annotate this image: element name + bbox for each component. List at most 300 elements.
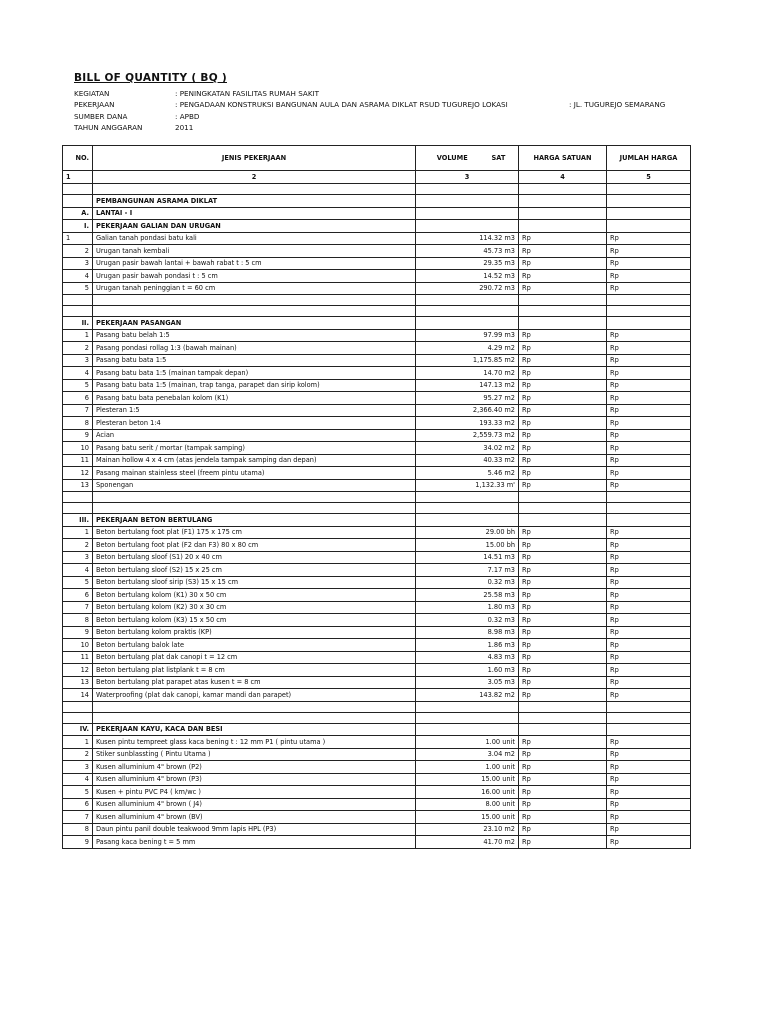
item-unit-price: Rp [519,639,607,652]
empty-cell [63,184,93,195]
empty-cell [416,184,519,195]
empty-cell [519,712,607,723]
item-unit-price: Rp [519,342,607,355]
item-unit-price: Rp [519,576,607,589]
table-row [63,689,691,702]
header-harga: HARGA SATUAN [519,146,607,171]
colnum-4: 4 [519,171,607,184]
item-unit-price: Rp [519,367,607,380]
colnum-2: 2 [93,171,416,184]
floor-row-no: A. [63,207,93,220]
item-description: Beton bertulang plat parapet atas kusen t = 8 cm [93,676,416,689]
item-no: 10 [63,639,93,652]
item-total-price: Rp [607,786,691,799]
section-row [63,514,691,527]
item-total-price: Rp [607,354,691,367]
item-total-price: Rp [607,823,691,836]
table-row [63,564,691,577]
spacer-row [63,306,691,317]
empty-cell [63,701,93,712]
item-unit-price: Rp [519,811,607,824]
item-volume: 1.00 unit [416,736,519,749]
empty-cell [519,503,607,514]
item-total-price: Rp [607,526,691,539]
meta-value: : APBD [175,111,200,121]
item-unit-price: Rp [519,773,607,786]
section-row-title: PEKERJAAN BETON BERTULANG [93,514,416,527]
item-description: Beton bertulang foot plat (F2 dan F3) 80 x 80 cm [93,539,416,552]
item-volume: 4.83 m3 [416,651,519,664]
item-no: 9 [63,836,93,849]
item-unit-price: Rp [519,601,607,614]
item-total-price: Rp [607,664,691,677]
table-row [63,626,691,639]
empty-cell [519,514,607,527]
item-total-price: Rp [607,676,691,689]
section-row-no: II. [63,317,93,330]
empty-cell [416,207,519,220]
item-description: Pasang mainan stainless steel (freem pintu utama) [93,467,416,480]
item-total-price: Rp [607,601,691,614]
empty-cell [93,492,416,503]
item-volume: 29.00 bh [416,526,519,539]
item-unit-price: Rp [519,664,607,677]
item-no: 6 [63,798,93,811]
item-unit-price: Rp [519,651,607,664]
item-total-price: Rp [607,761,691,774]
item-total-price: Rp [607,392,691,405]
item-description: Beton bertulang kolom (K1) 30 x 50 cm [93,589,416,602]
item-total-price: Rp [607,589,691,602]
item-volume: 0.32 m3 [416,614,519,627]
table-row [63,639,691,652]
item-volume: 1.60 m3 [416,664,519,677]
item-no: 5 [63,576,93,589]
empty-cell [519,295,607,306]
table-row [63,429,691,442]
table-row [63,329,691,342]
spacer-row [63,503,691,514]
item-total-price: Rp [607,454,691,467]
item-volume: 3.05 m3 [416,676,519,689]
item-volume: 14.51 m3 [416,551,519,564]
table-row [63,454,691,467]
table-row [63,417,691,430]
empty-cell [519,220,607,233]
empty-cell [416,195,519,208]
item-volume: 147.13 m2 [416,379,519,392]
item-total-price: Rp [607,404,691,417]
header-no: NO. [63,146,93,171]
header-volume: VOLUME [416,146,489,171]
empty-cell [607,701,691,712]
item-unit-price: Rp [519,551,607,564]
item-volume: 34.02 m2 [416,442,519,455]
empty-cell [607,723,691,736]
empty-cell [416,701,519,712]
section-row-no: IV. [63,723,93,736]
item-no: 4 [63,270,93,283]
item-total-price: Rp [607,651,691,664]
meta-location: : JL. TUGUREJO SEMARANG [569,100,666,110]
item-no: 2 [63,245,93,258]
item-no: 4 [63,367,93,380]
item-volume: 15.00 unit [416,811,519,824]
table-row [63,664,691,677]
empty-cell [607,514,691,527]
item-unit-price: Rp [519,282,607,295]
spacer-row [63,701,691,712]
section-row [63,723,691,736]
item-no: 5 [63,282,93,295]
empty-cell [63,712,93,723]
item-unit-price: Rp [519,614,607,627]
item-description: Pasang batu bata 1:5 (mainan tampak depan) [93,367,416,380]
table-row [63,245,691,258]
item-unit-price: Rp [519,404,607,417]
item-no: 2 [63,539,93,552]
item-volume: 114.32 m3 [416,232,519,245]
item-unit-price: Rp [519,761,607,774]
item-total-price: Rp [607,429,691,442]
table-row [63,786,691,799]
empty-cell [519,317,607,330]
item-description: Waterproofing (plat dak canopi, kamar mandi dan parapet) [93,689,416,702]
meta-label: TAHUN ANGGARAN [74,122,143,132]
colnum-3: 3 [416,171,519,184]
item-unit-price: Rp [519,417,607,430]
item-unit-price: Rp [519,526,607,539]
item-no: 7 [63,811,93,824]
item-description: Beton bertulang sloof sirip (S3) 15 x 15 cm [93,576,416,589]
item-total-price: Rp [607,479,691,492]
item-unit-price: Rp [519,354,607,367]
item-unit-price: Rp [519,329,607,342]
item-volume: 40.33 m2 [416,454,519,467]
item-no: 7 [63,601,93,614]
item-description: Beton bertulang sloof (S1) 20 x 40 cm [93,551,416,564]
table-row [63,614,691,627]
item-total-price: Rp [607,467,691,480]
table-row [63,282,691,295]
meta-label: SUMBER DANA [74,111,128,121]
empty-cell [519,306,607,317]
item-total-price: Rp [607,329,691,342]
item-volume: 4.29 m2 [416,342,519,355]
empty-cell [63,492,93,503]
table-row [63,551,691,564]
header-row [63,146,691,171]
spacer-row [63,712,691,723]
section-row [63,317,691,330]
empty-cell [93,295,416,306]
item-volume: 14.52 m3 [416,270,519,283]
item-description: Beton bertulang kolom (K2) 30 x 30 cm [93,601,416,614]
item-unit-price: Rp [519,257,607,270]
item-volume: 95.27 m2 [416,392,519,405]
empty-cell [416,295,519,306]
item-no: 8 [63,614,93,627]
item-description: Kusen alluminium 4" brown ( J4) [93,798,416,811]
header-sat: SAT [489,146,519,171]
item-unit-price: Rp [519,748,607,761]
item-no: 5 [63,379,93,392]
item-volume: 193.33 m2 [416,417,519,430]
empty-cell [519,207,607,220]
table-row [63,232,691,245]
table-row [63,651,691,664]
project-row [63,195,691,208]
meta-value: : PENGADAAN KONSTRUKSI BANGUNAN AULA DAN ASRAMA DIKLAT RSUD TUGUREJO LOKASI [175,100,508,110]
item-total-price: Rp [607,282,691,295]
item-no: 11 [63,651,93,664]
item-total-price: Rp [607,245,691,258]
item-volume: 1,175.85 m2 [416,354,519,367]
item-no: 5 [63,786,93,799]
item-total-price: Rp [607,748,691,761]
item-description: Pasang batu bata 1:5 (mainan, trap tanga, parapet dan sirip kolom) [93,379,416,392]
table-row [63,342,691,355]
item-description: Beton bertulang plat dak canopi t = 12 cm [93,651,416,664]
project-row-title: PEMBANGUNAN ASRAMA DIKLAT [93,195,416,208]
item-no: 11 [63,454,93,467]
item-volume: 1.86 m3 [416,639,519,652]
empty-cell [519,701,607,712]
spacer-row [63,295,691,306]
item-volume: 8.98 m3 [416,626,519,639]
table-row [63,379,691,392]
floor-row [63,207,691,220]
table-row [63,467,691,480]
item-no: 3 [63,551,93,564]
item-total-price: Rp [607,257,691,270]
empty-cell [416,220,519,233]
empty-cell [607,492,691,503]
item-no: 4 [63,564,93,577]
empty-cell [93,503,416,514]
table-row [63,442,691,455]
item-no: 3 [63,257,93,270]
empty-cell [607,184,691,195]
item-description: Kusen alluminium 4" brown (BV) [93,811,416,824]
item-volume: 1,132.33 m' [416,479,519,492]
empty-cell [63,503,93,514]
item-unit-price: Rp [519,836,607,849]
item-total-price: Rp [607,417,691,430]
item-unit-price: Rp [519,392,607,405]
item-unit-price: Rp [519,429,607,442]
item-volume: 16.00 unit [416,786,519,799]
item-description: Urugan pasir bawah pondasi t : 5 cm [93,270,416,283]
item-description: Beton bertulang balok late [93,639,416,652]
item-description: Beton bertulang kolom (K3) 15 x 50 cm [93,614,416,627]
item-total-price: Rp [607,689,691,702]
table-row [63,270,691,283]
item-volume: 97.99 m3 [416,329,519,342]
meta-value: : PENINGKATAN FASILITAS RUMAH SAKIT [175,89,320,98]
item-unit-price: Rp [519,823,607,836]
item-total-price: Rp [607,367,691,380]
item-unit-price: Rp [519,589,607,602]
item-unit-price: Rp [519,442,607,455]
item-unit-price: Rp [519,736,607,749]
colnum-5: 5 [607,171,691,184]
item-no: 6 [63,392,93,405]
table-row [63,736,691,749]
item-volume: 15.00 unit [416,773,519,786]
item-total-price: Rp [607,379,691,392]
empty-cell [607,207,691,220]
item-description: Acian [93,429,416,442]
item-unit-price: Rp [519,798,607,811]
item-unit-price: Rp [519,245,607,258]
table-row [63,748,691,761]
item-total-price: Rp [607,736,691,749]
item-description: Urugan tanah peninggian t = 60 cm [93,282,416,295]
item-description: Plesteran 1:5 [93,404,416,417]
column-number-row [63,171,691,184]
item-description: Daun pintu panil double teakwood 9mm lapis HPL (P3) [93,823,416,836]
table-row [63,404,691,417]
item-total-price: Rp [607,551,691,564]
item-description: Pasang batu bata 1:5 [93,354,416,367]
item-no: 10 [63,442,93,455]
item-description: Sponengan [93,479,416,492]
item-description: Pasang kaca bening t = 5 mm [93,836,416,849]
item-no: 12 [63,664,93,677]
table-row [63,773,691,786]
item-volume: 5.46 m2 [416,467,519,480]
item-no: 3 [63,354,93,367]
boq-table [62,145,691,849]
item-no: 1 [63,329,93,342]
section-row-title: PEKERJAAN KAYU, KACA DAN BESI [93,723,416,736]
item-description: Beton bertulang kolom praktis (KP) [93,626,416,639]
item-total-price: Rp [607,564,691,577]
item-volume: 1.80 m3 [416,601,519,614]
item-no: 8 [63,823,93,836]
empty-cell [519,184,607,195]
empty-cell [93,701,416,712]
item-total-price: Rp [607,773,691,786]
item-volume: 29.35 m3 [416,257,519,270]
table-row [63,811,691,824]
project-row-no [63,195,93,208]
item-volume: 2,366.40 m2 [416,404,519,417]
item-total-price: Rp [607,576,691,589]
section-row-no: III. [63,514,93,527]
empty-cell [93,306,416,317]
item-description: Kusen pintu tempreet glass kaca bening t : 12 mm P1 ( pintu utama ) [93,736,416,749]
item-total-price: Rp [607,442,691,455]
table-row [63,539,691,552]
item-unit-price: Rp [519,454,607,467]
empty-cell [607,195,691,208]
item-unit-price: Rp [519,479,607,492]
item-description: Beton bertulang plat listplank t = 8 cm [93,664,416,677]
item-volume: 25.58 m3 [416,589,519,602]
spacer-row [63,184,691,195]
empty-cell [93,712,416,723]
item-no: 9 [63,429,93,442]
item-description: Beton bertulang sloof (S2) 15 x 25 cm [93,564,416,577]
empty-cell [416,712,519,723]
empty-cell [607,503,691,514]
empty-cell [607,295,691,306]
item-no: 12 [63,467,93,480]
spacer-row [63,492,691,503]
item-volume: 14.70 m2 [416,367,519,380]
empty-cell [607,220,691,233]
item-unit-price: Rp [519,467,607,480]
item-total-price: Rp [607,626,691,639]
item-unit-price: Rp [519,786,607,799]
empty-cell [93,184,416,195]
meta-value: 2011 [175,122,194,132]
item-description: Galian tanah pondasi batu kali [93,232,416,245]
empty-cell [63,306,93,317]
item-no: 2 [63,748,93,761]
table-row [63,823,691,836]
item-description: Pasang batu bata penebalan kolom (K1) [93,392,416,405]
item-unit-price: Rp [519,270,607,283]
empty-cell [519,195,607,208]
item-unit-price: Rp [519,539,607,552]
table-row [63,392,691,405]
item-volume: 7.17 m3 [416,564,519,577]
item-description: Pasang pondasi rollag 1:3 (bawah mainan) [93,342,416,355]
item-no: 14 [63,689,93,702]
item-total-price: Rp [607,798,691,811]
table-row [63,354,691,367]
item-volume: 2,559.73 m2 [416,429,519,442]
meta-label: PEKERJAAN [74,100,115,110]
header-jumlah: JUMLAH HARGA [607,146,691,171]
item-description: Kusen alluminium 4" brown (P2) [93,761,416,774]
item-unit-price: Rp [519,626,607,639]
empty-cell [519,492,607,503]
meta-label: KEGIATAN [74,89,110,98]
item-description: Stiker sunblassting ( Pintu Utama ) [93,748,416,761]
item-volume: 45.73 m3 [416,245,519,258]
empty-cell [519,723,607,736]
empty-cell [416,306,519,317]
empty-cell [416,723,519,736]
item-volume: 41.70 m2 [416,836,519,849]
colnum-1: 1 [63,171,93,184]
table-row [63,589,691,602]
item-no: 1 [63,736,93,749]
table-row [63,526,691,539]
item-description: Beton bertulang foot plat (F1) 175 x 175 cm [93,526,416,539]
table-row [63,367,691,380]
item-total-price: Rp [607,639,691,652]
item-no: 13 [63,676,93,689]
item-unit-price: Rp [519,676,607,689]
item-volume: 0.32 m3 [416,576,519,589]
table-row [63,676,691,689]
empty-cell [63,295,93,306]
empty-cell [416,503,519,514]
item-unit-price: Rp [519,232,607,245]
item-total-price: Rp [607,232,691,245]
item-total-price: Rp [607,270,691,283]
empty-cell [607,306,691,317]
item-volume: 15.00 bh [416,539,519,552]
item-description: Urugan tanah kembali [93,245,416,258]
document-title: BILL OF QUANTITY ( BQ ) [74,72,227,84]
item-total-price: Rp [607,342,691,355]
